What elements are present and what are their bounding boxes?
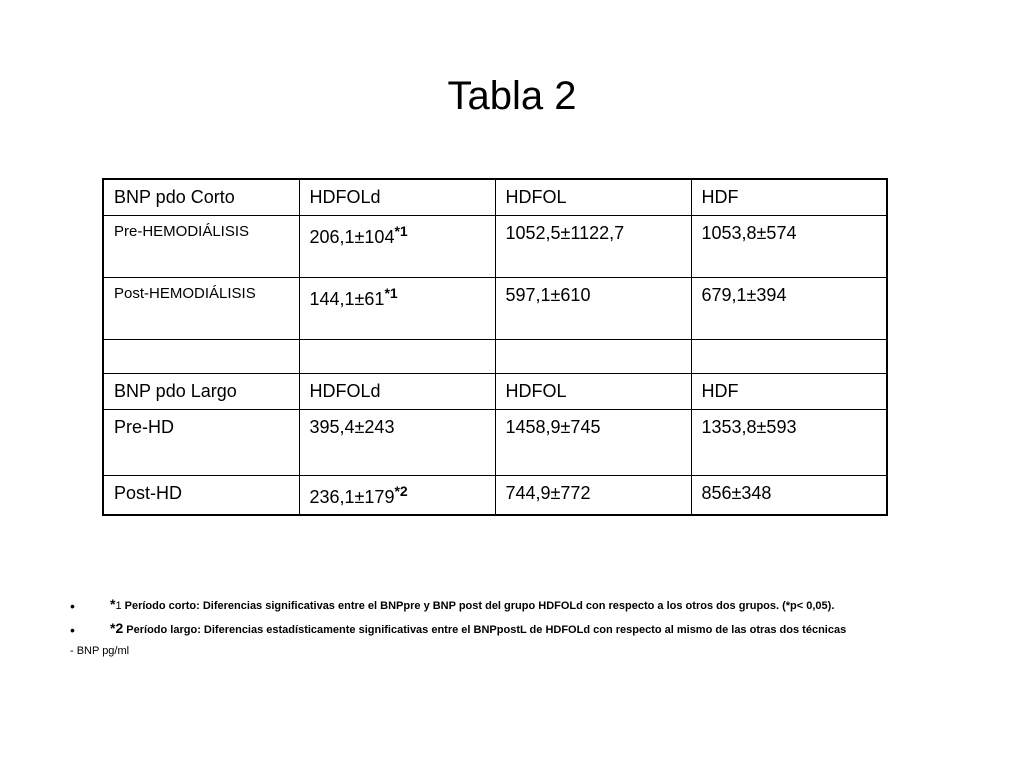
footnote-text: Período corto: Diferencias significativas entre el BNPpre y BNP post del grupo HDFOLd con respecto a los otros dos grupos. (*p< 0,05).: [124, 600, 835, 612]
table-cell-header: HDFOLd: [299, 179, 495, 215]
table-cell-empty: [103, 339, 299, 373]
table-cell: 1053,8±574: [691, 215, 887, 277]
significance-mark: *1: [394, 222, 408, 239]
row-label: Post-HEMODIÁLISIS: [103, 277, 299, 339]
row-label: Pre-HD: [103, 409, 299, 475]
row-label: Pre-HEMODIÁLISIS: [103, 215, 299, 277]
footnote-mark: *2: [110, 620, 124, 636]
footnote-text: Período largo: Diferencias estadísticamente significativas entre el BNPpostL de HDFOLd con respecto al mismo de las otras dos técnicas: [126, 624, 847, 636]
table-cell: [299, 277, 495, 339]
table-cell: [299, 475, 495, 515]
table-cell: 1353,8±593: [691, 409, 887, 475]
footnote-mark: *: [110, 596, 116, 612]
footnote-item: [70, 620, 1010, 638]
table-row-long-header: [103, 373, 887, 409]
bullet-icon: •: [70, 598, 75, 614]
table-cell-header: BNP pdo Largo: [103, 373, 299, 409]
table-cell-empty: [691, 339, 887, 373]
footnote-mark-number: 1: [115, 600, 122, 612]
table-cell-header: HDFOL: [495, 179, 691, 215]
bullet-icon: •: [70, 622, 75, 638]
results-table: [102, 178, 888, 516]
row-label: Post-HD: [103, 475, 299, 515]
significance-mark: *2: [394, 482, 408, 499]
table-cell-header: BNP pdo Corto: [103, 179, 299, 215]
table-row: [103, 475, 887, 515]
cell-value: 236,1±179: [309, 486, 395, 507]
table-cell: 1458,9±745: [495, 409, 691, 475]
table-row-short-header: [103, 179, 887, 215]
table-cell: 395,4±243: [299, 409, 495, 475]
table-cell-empty: [299, 339, 495, 373]
cell-value: 206,1±104: [309, 226, 395, 247]
table-cell-header: HDFOL: [495, 373, 691, 409]
table-cell: [299, 215, 495, 277]
table-cell: 1052,5±1122,7: [495, 215, 691, 277]
slide-title: Tabla 2: [447, 74, 577, 118]
table-row: [103, 215, 887, 277]
footnotes: [70, 596, 1010, 658]
footnote-item: [70, 596, 1010, 614]
table-cell: 744,9±772: [495, 475, 691, 515]
significance-mark: *1: [384, 284, 398, 301]
table-row: [103, 277, 887, 339]
table-cell-header: HDFOLd: [299, 373, 495, 409]
unit-note: - BNP pg/ml: [70, 645, 130, 657]
table-cell: 856±348: [691, 475, 887, 515]
table-cell: 679,1±394: [691, 277, 887, 339]
table-cell-header: HDF: [691, 179, 887, 215]
table-row: [103, 409, 887, 475]
table-cell-empty: [495, 339, 691, 373]
cell-value: 144,1±61: [309, 288, 385, 309]
table-cell: 597,1±610: [495, 277, 691, 339]
table-cell-header: HDF: [691, 373, 887, 409]
table-row-empty: [103, 339, 887, 373]
